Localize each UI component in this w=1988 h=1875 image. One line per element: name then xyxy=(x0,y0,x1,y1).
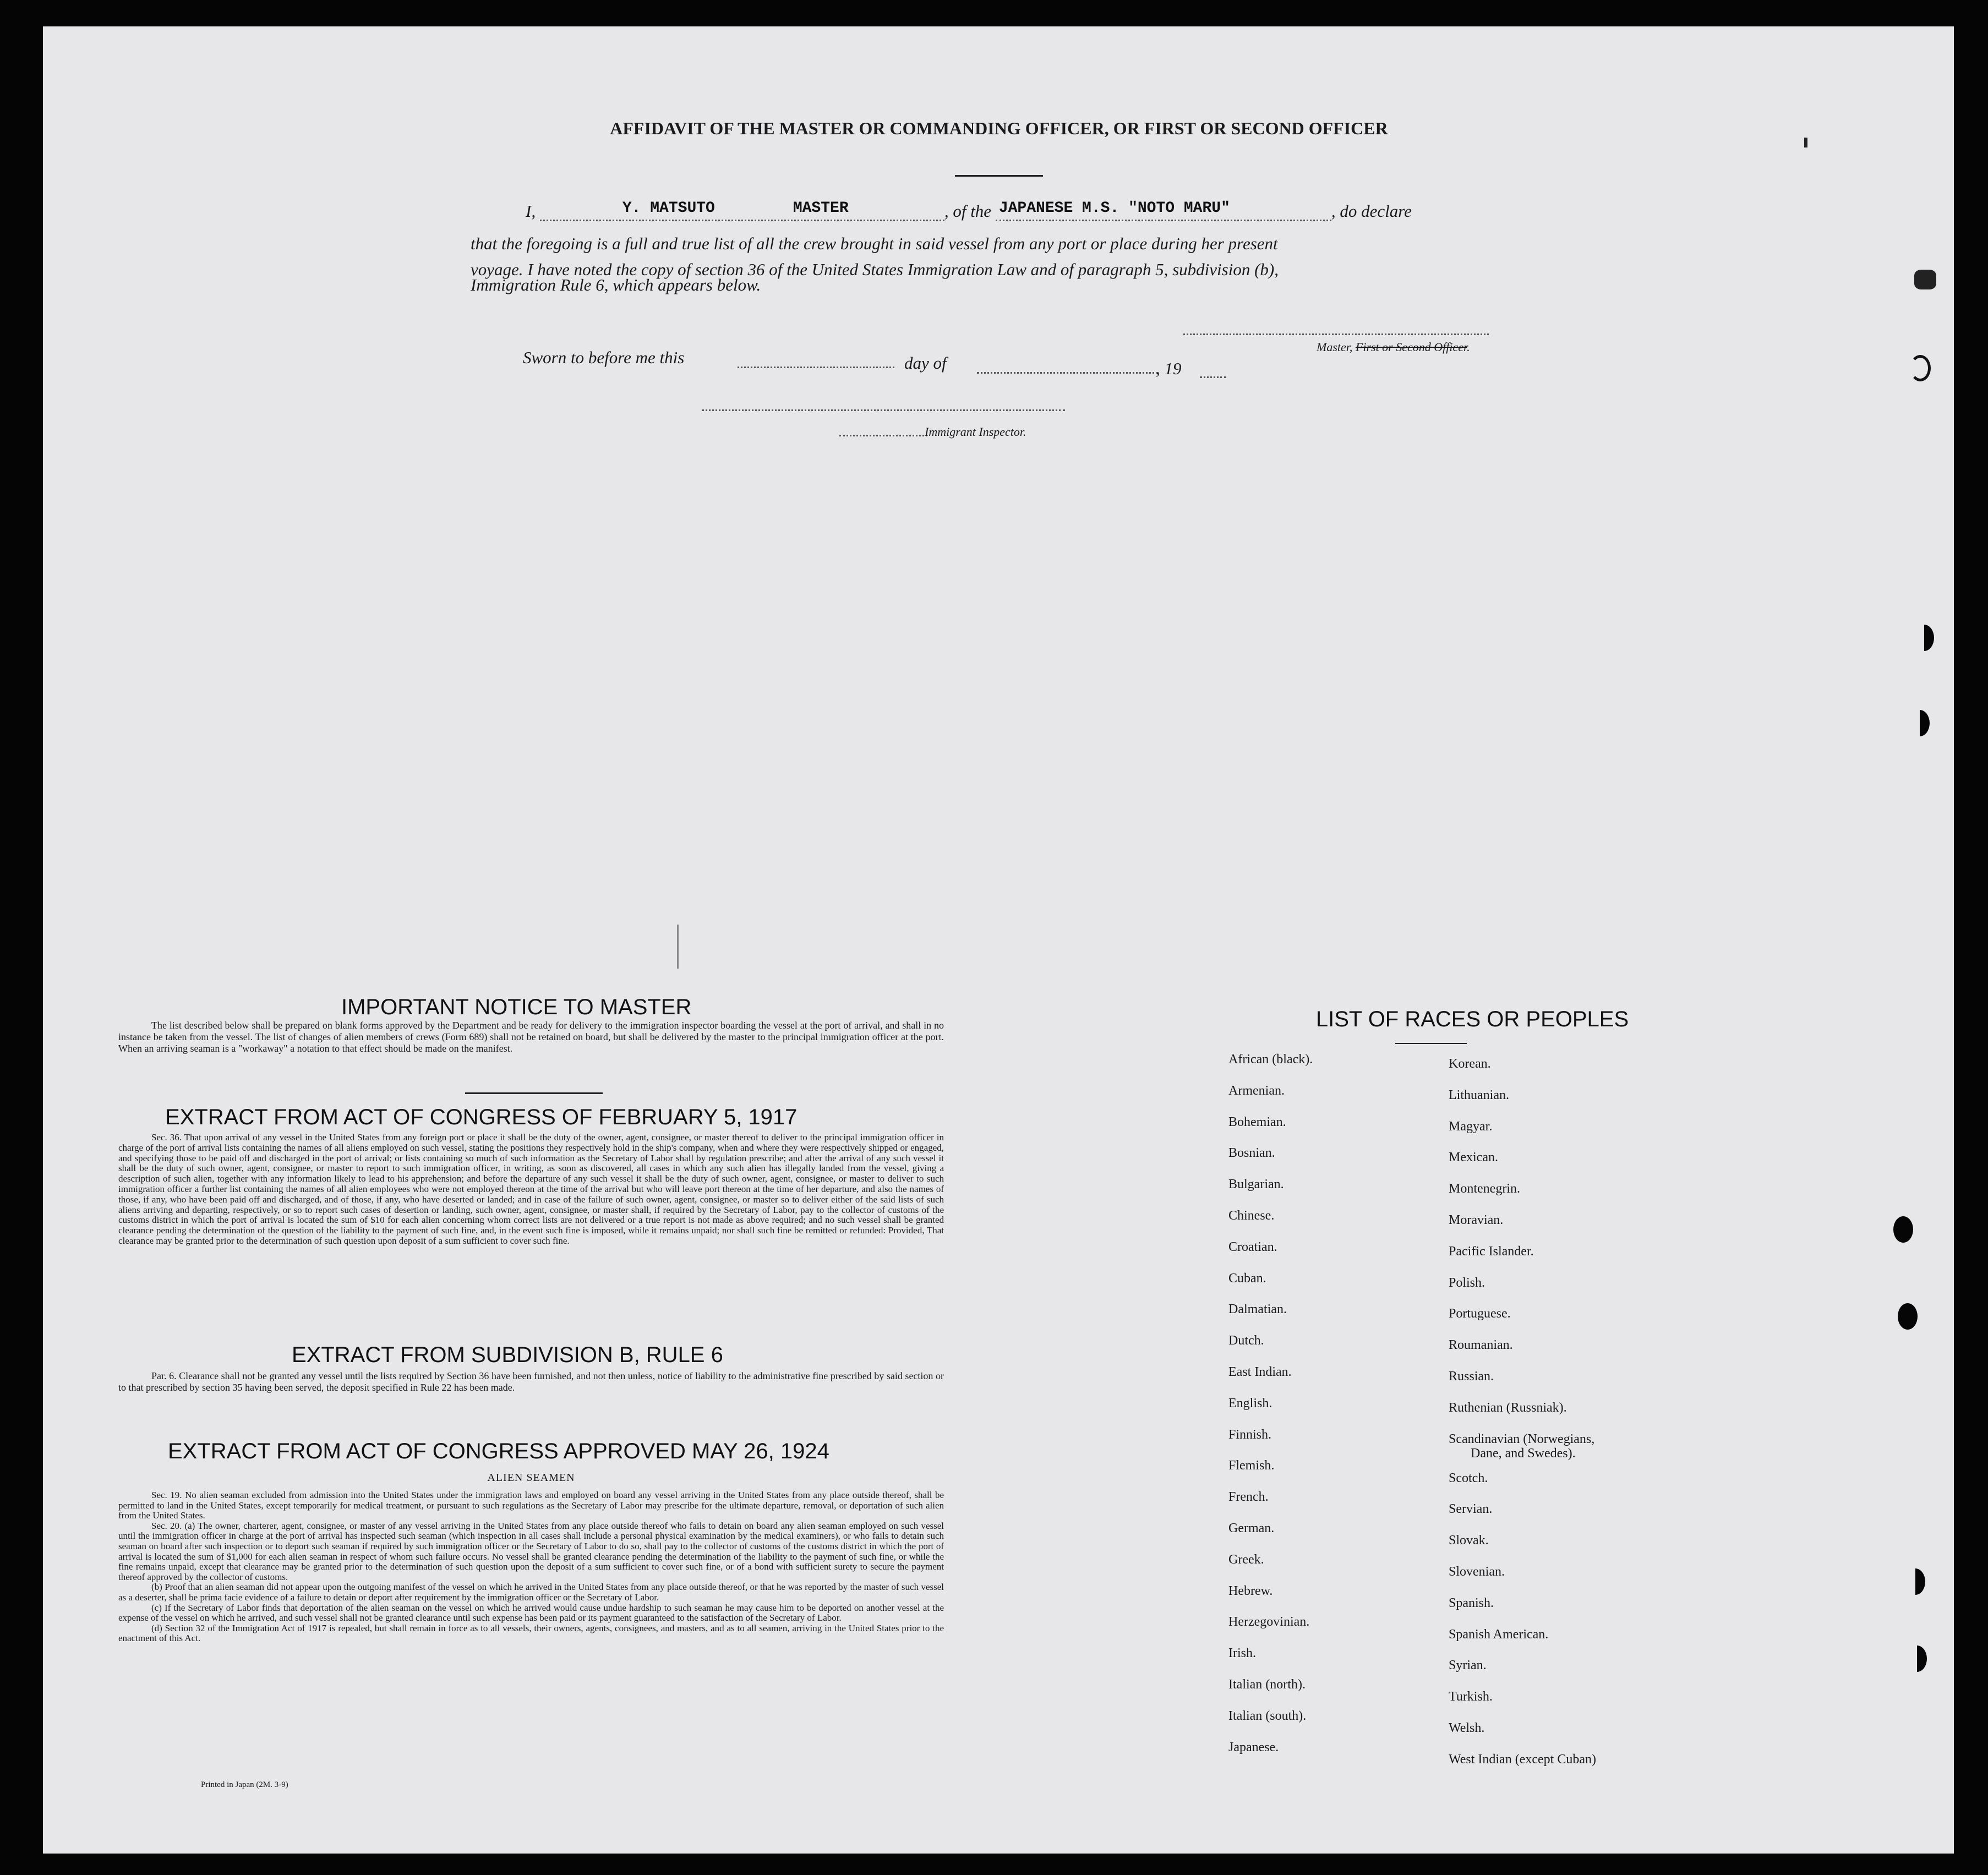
race-item: Lithuanian. xyxy=(1449,1087,1509,1102)
race-item: German. xyxy=(1228,1521,1275,1535)
notice-divider xyxy=(465,1092,603,1094)
scan-artifact xyxy=(677,925,679,969)
master-signature-caption xyxy=(1317,340,1470,354)
binder-hole xyxy=(1910,710,1930,736)
extract-1917-body: Sec. 36. That upon arrival of any vessel in the United States from any foreign port or place it shall be the duty of the owner, agent, consignee, or master thereof to deliver to the principal immigration officer in charge of the port of arrival lists containing the names of all aliens employed on such vessel, stating the positions they respectively hold in the ship's company, when and where they were respectively shipped or engaged, and specifying those to be paid off and discharged in the port of arrival; or lists containing so much of such information as the Secretary of Labor shall by regulation prescribe; and after the arrival of any such vessel it shall be the duty of such owner, agent, consignee, or master to report to such immigration officer, in writing, as soon as discovered, all cases in which any such alien has illegally landed from the vessel, giving a description of such alien, together with any information likely to lead to his apprehension; and before the departure of any such vessel it shall be the duty of such owner, agent, consignee, or master to deliver to such immigration officer a further list containing the names of all alien employees who were not employed thereon at the time of the arrival but who will leave port thereon at the time of her departure, and also the names of those, if any, who have been paid off and discharged, and of those, if any, who have deserted or landed; and in case of the failure of such owner, agent, consignee, or master so to deliver either of the said lists of such aliens arriving and departing, respectively, or so to report such cases of desertion or landing, such owner, agent, consignee, or master shall, if required by the Secretary of Labor, pay to the collector of customs of the customs district in which the port of arrival is located the sum of $10 for each alien concerning whom correct lists are not delivered or a true report is not made as above required; and no such vessel shall be granted clearance pending the determination of the question of the liability to the payment of such fine, and, in the event such fine is imposed, while it remains unpaid; nor shall such fine be remitted or refunded: Provided, That clearance may be granted prior to the determination of such question upon deposit of a sum sufficient to cover such fine. xyxy=(118,1132,944,1246)
race-item: Bohemian. xyxy=(1228,1114,1286,1129)
race-item: Herzegovinian. xyxy=(1228,1615,1310,1630)
extract-1917-title: EXTRACT FROM ACT OF CONGRESS OF FEBRUARY 5, 1917 xyxy=(165,1105,798,1129)
inspector-signature-line[interactable] xyxy=(702,401,1065,411)
race-item: Roumanian. xyxy=(1449,1338,1513,1353)
extract-1924-body xyxy=(118,1490,944,1644)
race-item: Dutch. xyxy=(1228,1333,1264,1348)
race-item: Bulgarian. xyxy=(1228,1177,1284,1192)
race-item: English. xyxy=(1228,1396,1272,1411)
race-item: Scotch. xyxy=(1449,1471,1488,1485)
master-rank: MASTER xyxy=(793,200,849,217)
inspector-caption: Immigrant Inspector. xyxy=(925,425,1026,439)
sworn-label: Sworn to before me this xyxy=(523,348,685,367)
day-of-label: day of xyxy=(904,353,947,373)
race-item: Flemish. xyxy=(1228,1458,1275,1473)
race-item: Slovak. xyxy=(1449,1533,1489,1548)
race-item: Syrian. xyxy=(1449,1658,1487,1673)
binder-hole xyxy=(1914,625,1934,651)
race-item: East Indian. xyxy=(1228,1364,1292,1379)
affidavit-line-1 xyxy=(526,201,1538,221)
races-title: LIST OF RACES OR PEOPLES xyxy=(1315,1007,1629,1031)
binder-hole xyxy=(1910,355,1931,381)
rule6-title: EXTRACT FROM SUBDIVISION B, RULE 6 xyxy=(292,1343,723,1367)
race-item: Finnish. xyxy=(1228,1427,1272,1442)
sworn-month-field[interactable] xyxy=(977,358,1159,374)
notice-title: IMPORTANT NOTICE TO MASTER xyxy=(341,995,692,1019)
notice-body: The list described below shall be prepared on blank forms approved by the Department and be ready for delivery to the immigration inspector boarding the vessel at the port of arrival, and shall in no instance be taken from the vessel. The list of changes of alien members of crews (Form 689) shall not be retained on board, but shall be delivered by the master to the principal immigration officer at the port. When an arriving seaman is a "workaway" a notation to that effect should be made on the manifest. xyxy=(118,1020,944,1054)
race-item: Ruthenian (Russniak). xyxy=(1449,1400,1567,1415)
races-divider xyxy=(1395,1043,1467,1044)
race-item: Spanish. xyxy=(1449,1595,1494,1610)
sec-19: Sec. 19. No alien seaman excluded from admission into the United States under the immigration laws and employed on board any vessel arriving in the United States from any place outside thereof, shall be permitted to land in the United States, except temporarily for medical treatment, or pursuant to such regulations as the Secretary of Labor may prescribe for the ultimate departure, removal, or deportation of such alien from the United States. xyxy=(118,1490,944,1521)
race-item: Magyar. xyxy=(1449,1119,1493,1134)
of-the-label: , of the xyxy=(944,201,992,221)
race-item: Moravian. xyxy=(1449,1212,1504,1227)
race-item: Italian (south). xyxy=(1228,1708,1307,1723)
race-item: Welsh. xyxy=(1449,1720,1485,1735)
race-item: Korean. xyxy=(1449,1057,1491,1071)
sworn-day-field[interactable] xyxy=(738,352,894,368)
i-label: I, xyxy=(526,201,536,221)
race-item: Irish. xyxy=(1228,1646,1256,1661)
race-item: Mexican. xyxy=(1449,1150,1498,1165)
race-item: Greek. xyxy=(1228,1552,1264,1567)
race-item: Montenegrin. xyxy=(1449,1182,1520,1196)
race-item: Armenian. xyxy=(1228,1083,1285,1098)
sec-20d: (d) Section 32 of the Immigration Act of 1917 is repealed, but shall remain in force as to all vessels, their owners, agents, consignees, and masters, and as to all seamen, arriving in the United States prior to the enactment of this Act. xyxy=(118,1622,944,1644)
race-item: Italian (north). xyxy=(1228,1677,1306,1692)
race-item: West Indian (except Cuban) xyxy=(1449,1752,1596,1767)
master-name: Y. MATSUTO xyxy=(622,200,715,217)
races-left-column xyxy=(1228,1052,1313,1771)
extract-1924-title: EXTRACT FROM ACT OF CONGRESS APPROVED MAY 26, 1924 xyxy=(168,1439,829,1463)
race-item: Japanese. xyxy=(1228,1740,1279,1754)
title-divider xyxy=(955,175,1043,177)
struck-officer-caption: First or Second Officer xyxy=(1355,340,1467,354)
master-signature-line[interactable] xyxy=(1183,325,1489,335)
affidavit-line-2: that the foregoing is a full and true list of all the crew brought in said vessel from any port or place during her present xyxy=(471,234,1278,253)
sec-20b: (b) Proof that an alien seaman did not appear upon the outgoing manifest of the vessel on which he arrived in the United States from any place outside thereof, or that he was reported by the master of such vessel as a deserter, shall be prima facie evidence of a failure to detain or deport after requirement by the immigration officer or the Secretary of Labor. xyxy=(118,1582,944,1603)
race-item: Russian. xyxy=(1449,1369,1494,1384)
master-caption: Master, xyxy=(1317,340,1353,354)
race-item: Portuguese. xyxy=(1449,1307,1511,1321)
race-item: Turkish. xyxy=(1449,1690,1493,1704)
races-right-column xyxy=(1449,1057,1596,1784)
vessel-field[interactable] xyxy=(996,201,1331,221)
binder-hole xyxy=(1907,1646,1927,1672)
race-item-continued: Dane, and Swedes). xyxy=(1471,1446,1576,1461)
race-item: African (black). xyxy=(1228,1052,1313,1067)
race-item: Servian. xyxy=(1449,1502,1493,1517)
race-item: Hebrew. xyxy=(1228,1583,1273,1598)
inspector-signature-subline xyxy=(839,424,927,436)
scan-artifact xyxy=(1914,270,1936,289)
race-item: Chinese. xyxy=(1228,1208,1275,1223)
binder-hole xyxy=(1898,1303,1918,1330)
alien-seamen-heading: ALIEN SEAMEN xyxy=(487,1472,575,1484)
binder-hole xyxy=(1893,1216,1913,1243)
race-item: Spanish American. xyxy=(1449,1627,1549,1642)
race-item: Polish. xyxy=(1449,1275,1485,1290)
race-item: Bosnian. xyxy=(1228,1146,1275,1161)
do-declare-label: , do declare xyxy=(1331,201,1412,221)
sec-20a: Sec. 20. (a) The owner, charterer, agent, consignee, or master of any vessel arriving in the United States from any place outside thereof who fails to detain on board any alien seaman employed on such vessel until the immigration officer in charge at the port of arrival has inspected such seaman (which inspection in all cases shall include a personal physical examination by the medical examiners), or who fails to detain such seaman on board after such inspection or to deport such seaman if required by such immigration officer or the Secretary of Labor to do so, shall pay to the collector of customs of the customs district in which the port of arrival is located the sum of $1,000 for each alien seaman in respect of whom such failure occurs. No vessel shall be granted clearance pending the determination of the liability to the payment of such fine, or while the fine remains unpaid, except that clearance may be granted prior to the determination of such question upon the deposit of a sum sufficient to cover such fine, or of a bond with sufficient surety to secure the payment thereof approved by the collector of customs. xyxy=(118,1520,944,1582)
printed-note: Printed in Japan (2M. 3-9) xyxy=(201,1780,288,1789)
year-label: , 19 xyxy=(1156,359,1182,378)
affidavit-line-4: Immigration Rule 6, which appears below. xyxy=(471,275,761,294)
race-item: Slovenian. xyxy=(1449,1564,1505,1579)
race-item: Dalmatian. xyxy=(1228,1302,1287,1317)
rule6-body: Par. 6. Clearance shall not be granted any vessel until the lists required by Section 36 have been furnished, and not then unless, notice of liability to the administrative fine prescribed by said section or to that prescribed by section 35 having been served, the deposit specified in Rule 22 has been made. xyxy=(118,1370,944,1393)
sec-20c: (c) If the Secretary of Labor finds that deportation of the alien seaman on the vessel on which he arrived would cause undue hardship to such seaman he may cause him to be deported on another vessel at the expense of the vessel on which he arrived, and such vessel shall not be granted clearance until such expense has been paid or its payment guaranteed to the satisfaction of the Secretary of Labor. xyxy=(118,1602,944,1623)
scan-artifact xyxy=(1804,138,1807,147)
vessel-name: JAPANESE M.S. "NOTO MARU" xyxy=(998,200,1230,217)
race-item: Pacific Islander. xyxy=(1449,1244,1534,1259)
affidavit-line-3: voyage. I have noted the copy of section 36 of the United States Immigration Law and of paragraph 5, subdivision (b), xyxy=(471,260,1279,279)
race-item: Cuban. xyxy=(1228,1271,1266,1286)
master-name-field[interactable] xyxy=(540,201,944,221)
race-item: Croatian. xyxy=(1228,1239,1277,1254)
binder-hole xyxy=(1905,1568,1925,1595)
sworn-year-field[interactable] xyxy=(1200,363,1226,378)
struck-caption-end: . xyxy=(1467,340,1470,354)
race-item: French. xyxy=(1228,1490,1269,1505)
race-item: Scandinavian (Norwegians, xyxy=(1449,1431,1595,1446)
affidavit-title: AFFIDAVIT OF THE MASTER OR COMMANDING OFFICER, OR FIRST OR SECOND OFFICER xyxy=(610,118,1388,138)
